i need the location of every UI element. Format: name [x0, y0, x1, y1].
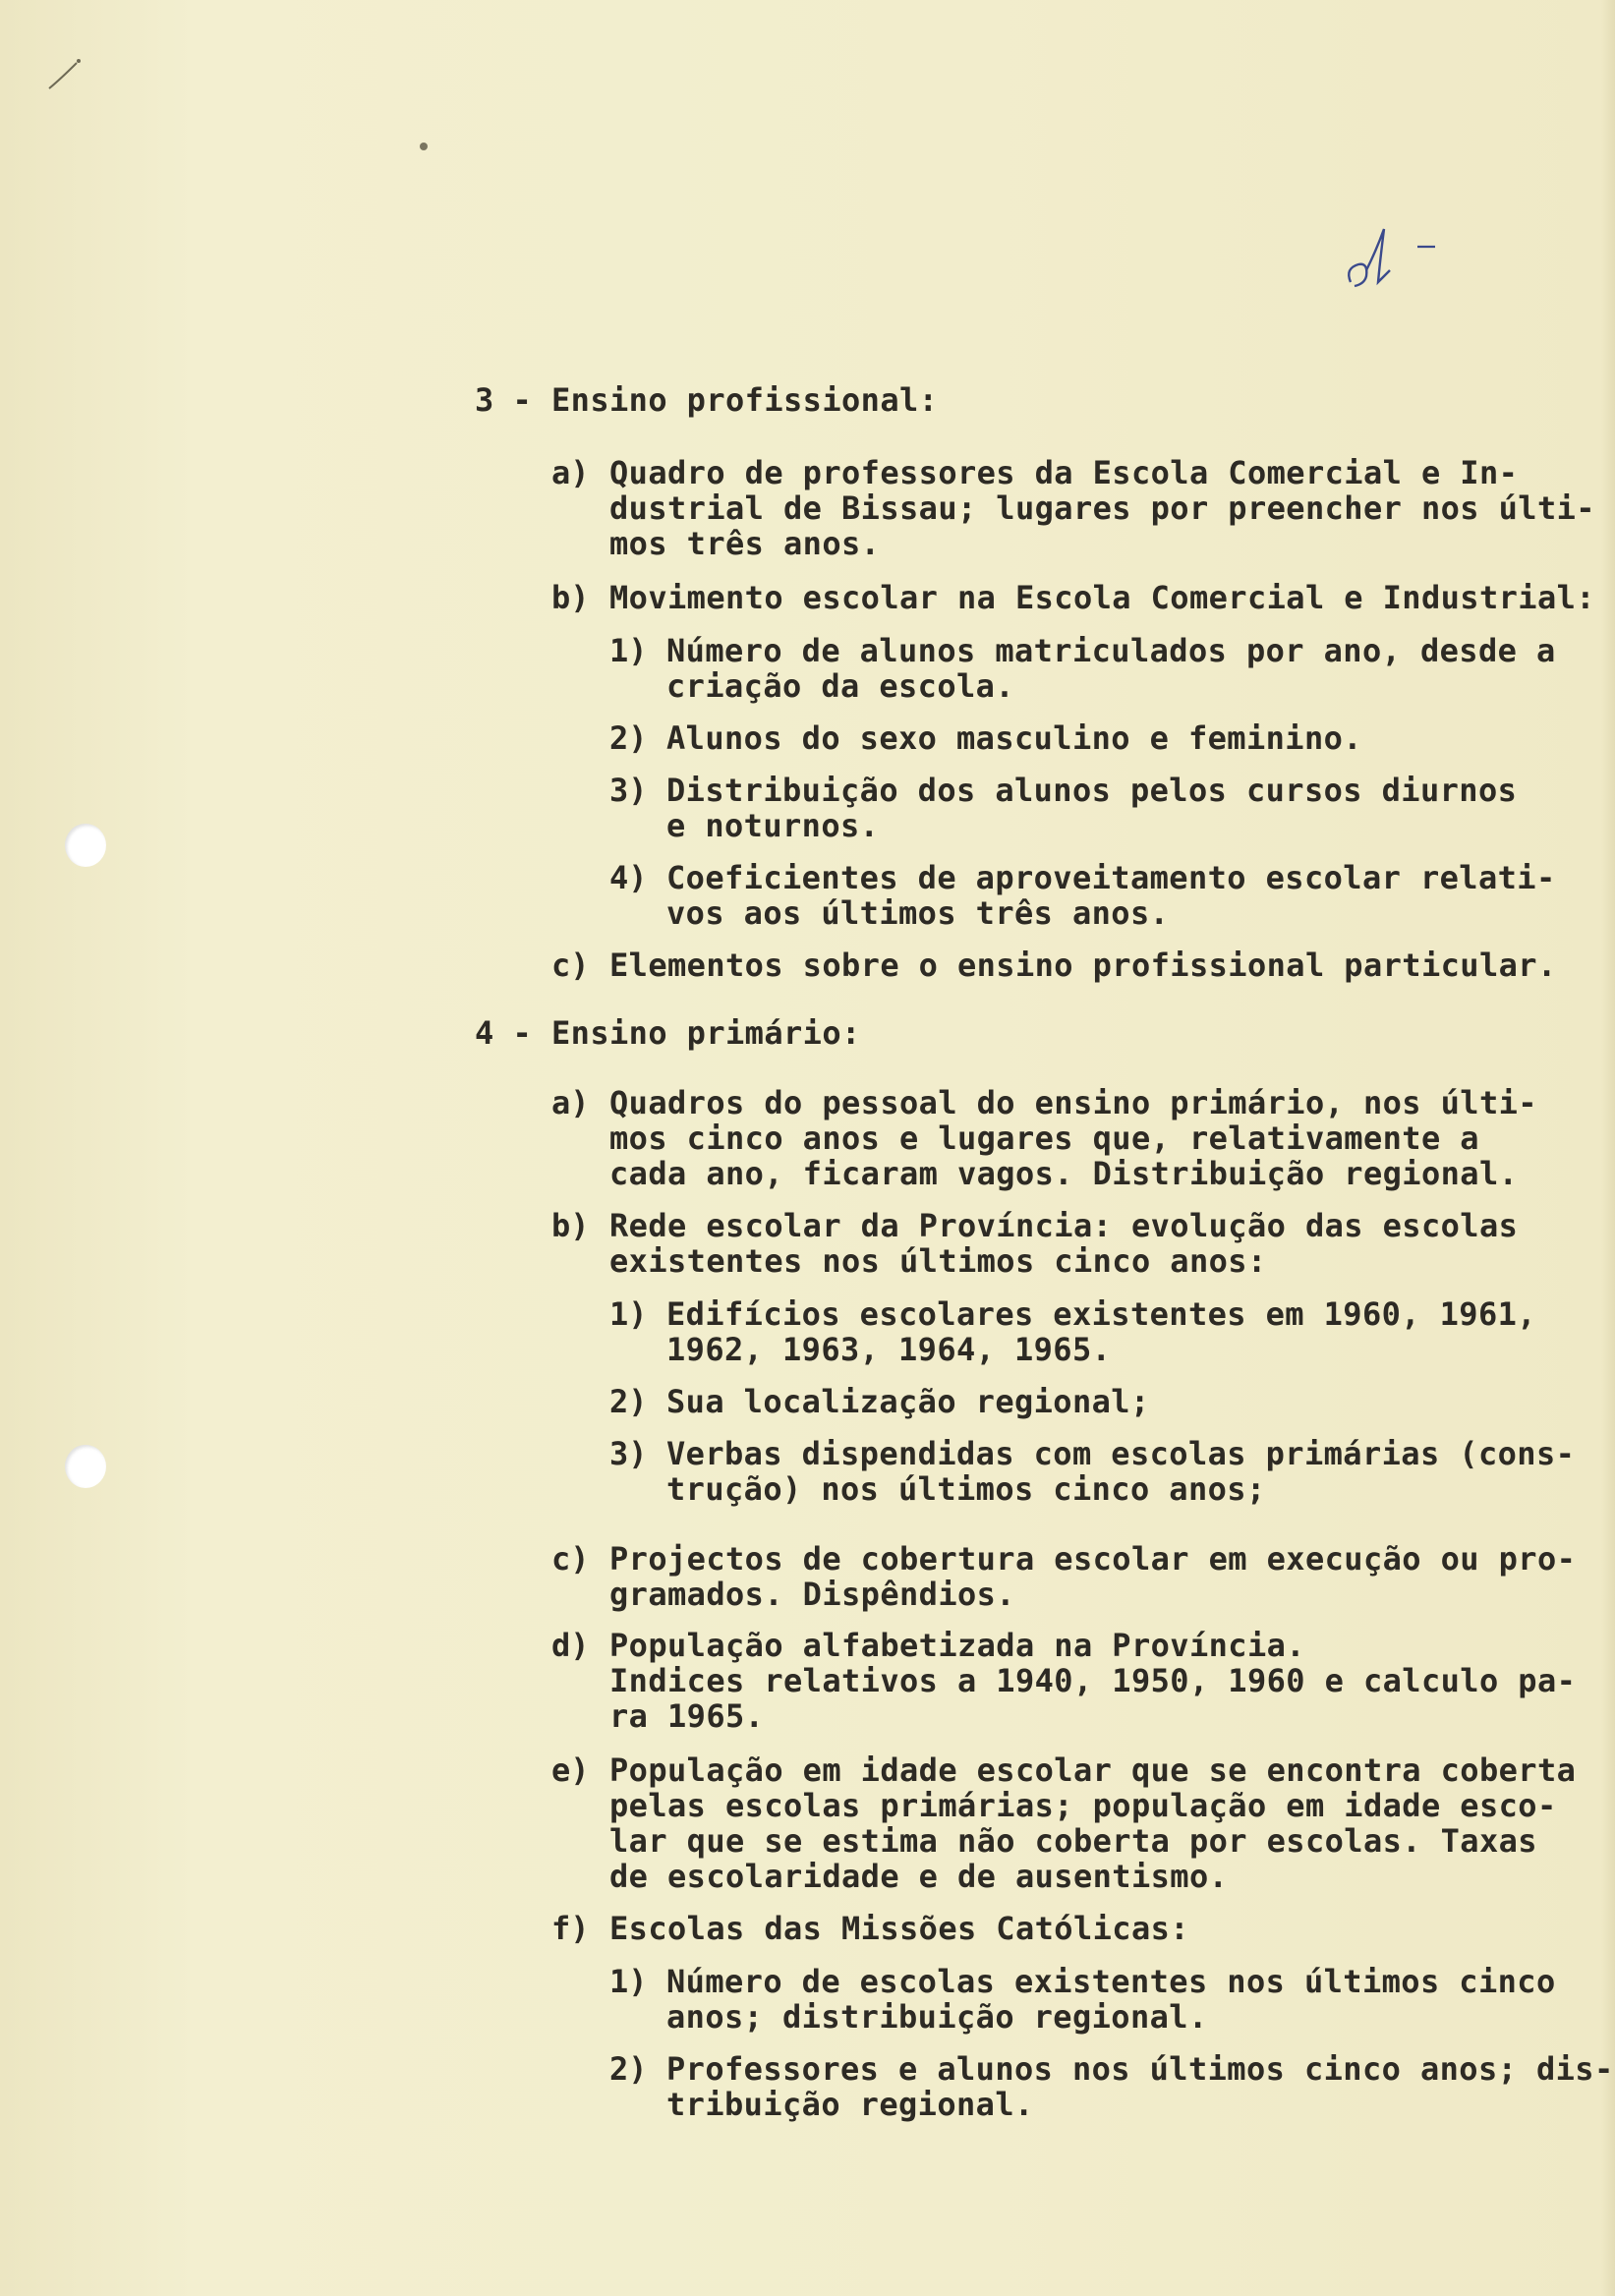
subitem-label: 4): [609, 859, 648, 896]
subitem-line: tribuição regional.: [666, 2086, 1034, 2123]
section-heading: Ensino profissional:: [551, 381, 939, 419]
subitem-line: Edifícios escolares existentes em 1960, 1961,: [666, 1295, 1536, 1333]
item-label: a): [551, 454, 590, 491]
subitem-line: Sua localização regional;: [666, 1383, 1150, 1420]
subitem-line: Verbas dispendidas com escolas primárias (cons-: [666, 1435, 1576, 1472]
subitem-label: 1): [609, 632, 648, 669]
handwritten-mark: [1337, 221, 1455, 300]
subitem-label: 1): [609, 1295, 648, 1333]
item-line: Quadro de professores da Escola Comercial e In-: [609, 454, 1519, 491]
subitem-label: 1): [609, 1963, 648, 2000]
item-line: Movimento escolar na Escola Comercial e Industrial:: [609, 579, 1595, 616]
subitem-line: 1962, 1963, 1964, 1965.: [666, 1331, 1112, 1368]
item-line: ra 1965.: [609, 1697, 765, 1735]
subitem-label: 2): [609, 1383, 648, 1420]
punch-hole-bottom: [65, 1445, 106, 1488]
subitem-line: e noturnos.: [666, 807, 880, 844]
subitem-line: Distribuição dos alunos pelos cursos diurnos: [666, 772, 1518, 809]
subitem-label: 2): [609, 719, 648, 757]
subitem-line: Número de alunos matriculados por ano, desde a: [666, 632, 1556, 669]
section-heading: Ensino primário:: [551, 1014, 861, 1052]
item-line: População em idade escolar que se encontra coberta: [609, 1751, 1577, 1789]
item-line: População alfabetizada na Província.: [609, 1627, 1305, 1664]
subitem-label: 2): [609, 2050, 648, 2088]
item-line: mos cinco anos e lugares que, relativamente a: [609, 1119, 1479, 1157]
item-line: Escolas das Missões Católicas:: [609, 1910, 1189, 1947]
subitem-line: Professores e alunos nos últimos cinco anos; dis-: [666, 2050, 1614, 2088]
item-line: Quadros do pessoal do ensino primário, nos últi-: [609, 1084, 1537, 1121]
item-line: mos três anos.: [609, 525, 881, 562]
subitem-line: anos; distribuição regional.: [666, 1998, 1208, 2036]
item-label: a): [551, 1084, 590, 1121]
subitem-line: Coeficientes de aproveitamento escolar relati-: [666, 859, 1556, 896]
item-line: pelas escolas primárias; população em idade esco-: [609, 1787, 1557, 1824]
subitem-line: trução) nos últimos cinco anos;: [666, 1470, 1266, 1508]
item-line: dustrial de Bissau; lugares por preencher nos últi-: [609, 489, 1595, 527]
subitem-label: 3): [609, 772, 648, 809]
item-label: d): [551, 1627, 590, 1664]
ink-dot: [418, 141, 430, 152]
item-line: existentes nos últimos cinco anos:: [609, 1242, 1267, 1280]
punch-hole-top: [65, 824, 106, 867]
item-line: cada ano, ficaram vagos. Distribuição regional.: [609, 1155, 1519, 1192]
ink-mark-corner: [39, 49, 98, 108]
section-number: 3 -: [475, 381, 532, 419]
item-label: b): [551, 579, 590, 616]
subitem-line: Número de escolas existentes nos últimos cinco: [666, 1963, 1556, 2000]
paper-edge: [1601, 0, 1615, 2296]
subitem-line: criação da escola.: [666, 667, 1014, 705]
item-line: lar que se estima não coberta por escolas. Taxas: [609, 1822, 1537, 1860]
item-label: b): [551, 1207, 590, 1244]
item-label: f): [551, 1910, 590, 1947]
item-line: Indices relativos a 1940, 1950, 1960 e calculo pa-: [609, 1662, 1577, 1699]
subitem-line: vos aos últimos três anos.: [666, 894, 1170, 932]
subitem-label: 3): [609, 1435, 648, 1472]
item-label: c): [551, 947, 590, 984]
item-line: Elementos sobre o ensino profissional particular.: [609, 947, 1557, 984]
item-label: c): [551, 1540, 590, 1578]
item-line: de escolaridade e de ausentismo.: [609, 1858, 1229, 1895]
section-number: 4 -: [475, 1014, 532, 1052]
item-line: gramados. Dispêndios.: [609, 1576, 1015, 1613]
item-line: Projectos de cobertura escolar em execução ou pro-: [609, 1540, 1577, 1578]
subitem-line: Alunos do sexo masculino e feminino.: [666, 719, 1362, 757]
item-label: e): [551, 1751, 590, 1789]
item-line: Rede escolar da Província: evolução das escolas: [609, 1207, 1519, 1244]
